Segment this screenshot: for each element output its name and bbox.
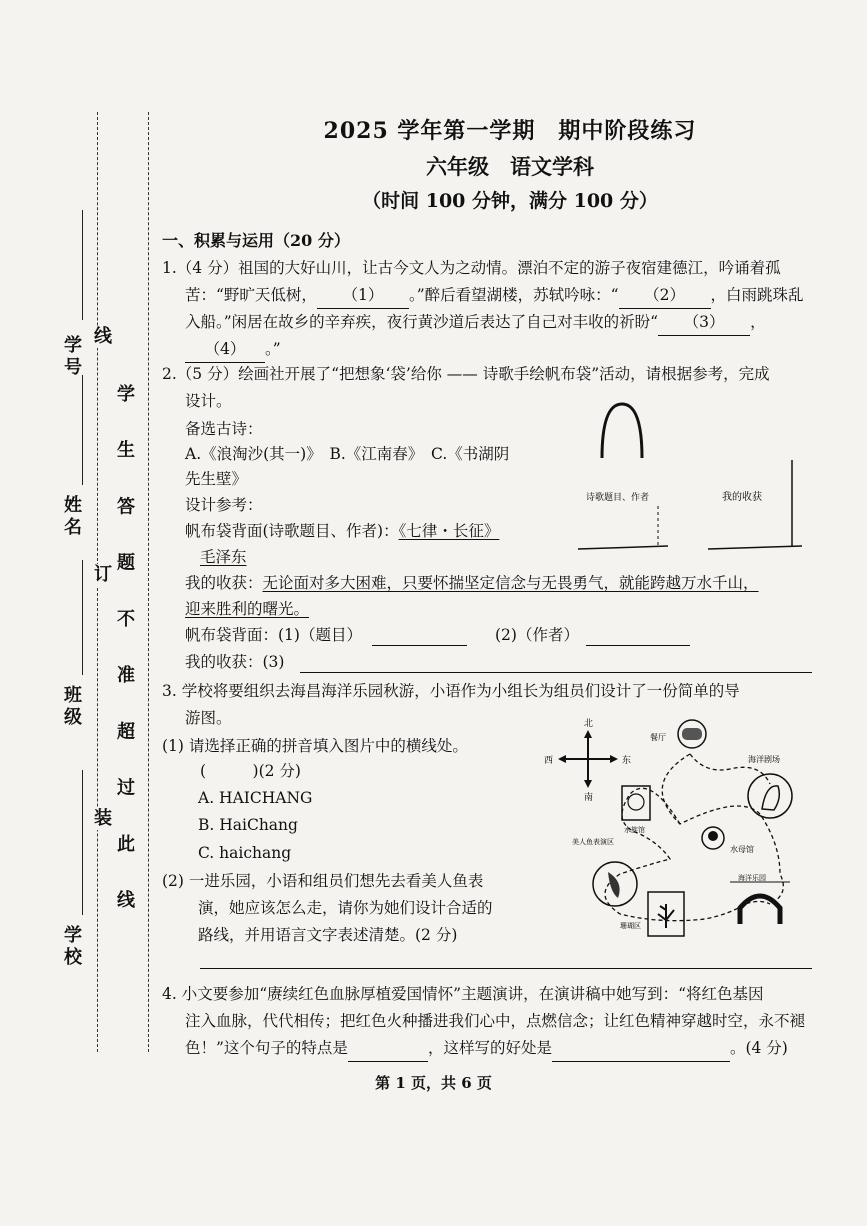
coral-area-icon xyxy=(648,892,684,936)
bag-handle xyxy=(602,404,642,458)
q1-line1: 1.（4 分）祖国的大好山川，让古今文人为之动情。漂泊不定的游子夜宿建德江，吟诵着孤 xyxy=(162,259,781,277)
margin-label-xuexiao: 学校 xyxy=(61,925,82,969)
q3-sub2-line1: (2) 一进乐园，小语和组员们想先去看美人鱼表 xyxy=(162,872,484,890)
ocean-theater-icon xyxy=(748,774,792,818)
compass-east: 东 xyxy=(622,756,632,766)
q4-line2: 注入血脉，代代相传；把红色火种播进我们心中，点燃信念；让红色精神穿越时空，永不褪 xyxy=(185,1012,806,1030)
margin-label-xingming: 姓名 xyxy=(61,495,82,539)
page-number: 第 1 页，共 6 页 xyxy=(375,1074,492,1092)
q2-line2: 设计。 xyxy=(185,392,232,410)
q1-blank-3[interactable]: （3） xyxy=(658,309,750,336)
q4-blank-feature[interactable] xyxy=(348,1035,428,1062)
q4-line3 xyxy=(185,1035,788,1062)
q2-answer-author: (2)（作者） xyxy=(495,626,579,644)
q2-harvest-line1 xyxy=(185,570,759,596)
q3-line1: 3. 学校将要组织去海昌海洋乐园秋游，小语作为小组长为组员们设计了一份简单的导 xyxy=(162,682,740,700)
q3-option-a: A. HAICHANG xyxy=(198,789,313,807)
q1-blank-1[interactable]: （1） xyxy=(317,282,409,309)
q1-blank-4[interactable]: （4） xyxy=(185,336,265,363)
q3-answer-blank[interactable] xyxy=(200,968,812,969)
map-label-mermaid: 美人鱼表演区 xyxy=(572,838,614,846)
q2-back-title: 《七律・长征》 xyxy=(398,522,500,540)
q4-line3-a: 色！”这个句子的特点是 xyxy=(185,1039,348,1057)
q2-answer-title-blank[interactable] xyxy=(372,645,467,646)
q1-line3-a: 入船。”闲居在故乡的辛弃疾，夜行黄沙道后表达了自己对丰收的祈盼“ xyxy=(185,313,659,331)
q3-sub2-line2: 演，她应该怎么走，请你为她们设计合适的 xyxy=(198,899,493,917)
margin-blank-xuexiao xyxy=(82,770,83,915)
q1-line4 xyxy=(185,336,281,363)
q1-line3 xyxy=(185,309,766,336)
q2-poems-line2: 先生壁》 xyxy=(185,470,248,488)
q3-sub1: (1) 请选择正确的拼音填入图片中的横线处。 xyxy=(162,737,468,755)
q2-answer-harvest: 我的收获：(3) xyxy=(185,653,285,671)
q1-line2-b: 。”醉后看望湖楼，苏轼吟咏：“ xyxy=(408,286,619,304)
park-guide-map xyxy=(530,714,820,944)
map-label-ocean-theater: 海洋剧场 xyxy=(748,755,780,764)
tote-bag-illustration xyxy=(572,396,812,556)
margin-ding: 订 xyxy=(88,564,114,586)
q1-blank-2[interactable]: （2） xyxy=(619,282,711,309)
margin-blank-banji xyxy=(82,560,83,675)
compass-north: 北 xyxy=(584,719,594,729)
bag-left-bottom-line xyxy=(578,546,668,549)
exam-time-note: （时间 100 分钟，满分 100 分） xyxy=(362,190,658,212)
q1-line2-c: ，白雨跳珠乱 xyxy=(710,286,804,304)
q2-answer-back: 帆布袋背面：(1)（题目） xyxy=(185,626,362,644)
q2-line1: 2.（5 分）绘画社开展了“把想象‘袋’给你 —— 诗歌手绘帆布袋”活动，请根据参考，完成 xyxy=(162,365,770,383)
margin-notice: 学 生 答 题 不 准 超 过 此 线 xyxy=(114,384,135,925)
map-label-coral: 珊瑚区 xyxy=(620,922,641,930)
q2-answer-author-blank[interactable] xyxy=(586,645,690,646)
q3-sub1-answer-paren[interactable]: ( )(2 分) xyxy=(200,762,301,780)
bag-right-bottom-line xyxy=(708,546,802,549)
q3-option-c: C. haichang xyxy=(198,844,292,862)
compass xyxy=(544,717,631,803)
park-gate-icon xyxy=(740,896,780,924)
jellyfish-hall-icon xyxy=(702,827,724,849)
exam-subtitle: 六年级 语文学科 xyxy=(426,154,594,179)
map-label-water-museum: 水母馆 xyxy=(730,845,754,854)
q2-harvest-text-1: 无论面对多大困难，只要怀揣坚定信念与无畏勇气，就能跨越万水千山， xyxy=(262,574,759,592)
restaurant-icon xyxy=(678,720,706,748)
margin-xian: 线 xyxy=(88,326,114,348)
margin-blank-xuehao xyxy=(82,210,83,320)
binding-dashed-line-inner xyxy=(148,112,149,1052)
mermaid-area-icon xyxy=(593,862,637,906)
q1-line3-b: ， xyxy=(750,313,766,331)
map-label-restaurant: 餐厅 xyxy=(650,733,666,742)
q1-line2-a: 苦：“野旷天低树， xyxy=(185,286,317,304)
q2-harvest-label: 我的收获： xyxy=(185,574,263,592)
q4-line3-c: 。(4 分) xyxy=(729,1039,788,1057)
q1-line4-b: 。” xyxy=(265,340,281,358)
q3-line2: 游图。 xyxy=(185,709,232,727)
q2-poems-label: 备选古诗： xyxy=(185,420,263,438)
q4-line1: 4. 小文要参加“赓续红色血脉厚植爱国情怀”主题演讲，在演讲稿中她写到：“将红色基因 xyxy=(162,985,764,1003)
aquarium-icon xyxy=(622,786,650,820)
margin-zhuang: 装 xyxy=(88,808,114,830)
compass-south: 南 xyxy=(584,793,594,803)
q3-sub2-line3: 路线，并用语言文字表述清楚。(2 分) xyxy=(198,926,458,944)
bag-left-label: 诗歌题目、作者 xyxy=(586,493,650,503)
margin-label-banji: 班级 xyxy=(61,685,82,729)
q4-line3-b: ，这样写的好处是 xyxy=(427,1039,552,1057)
margin-label-xuehao: 学号 xyxy=(61,335,82,379)
margin-blank-xingming xyxy=(82,375,83,485)
q3-option-b: B. HaiChang xyxy=(198,816,298,834)
q2-answer-harvest-blank[interactable] xyxy=(300,672,812,673)
q4-blank-benefit[interactable] xyxy=(552,1035,730,1062)
exam-title: 2025 学年第一学期 期中阶段练习 xyxy=(323,118,697,144)
q2-back-line xyxy=(185,518,499,544)
q2-back-label: 帆布袋背面(诗歌题目、作者)： xyxy=(185,522,399,540)
q2-ref-label: 设计参考： xyxy=(185,496,263,514)
map-label-park-gate: 海洋乐园 xyxy=(738,874,766,882)
bag-right-label: 我的收获 xyxy=(722,492,762,503)
q2-harvest-text-2: 迎来胜利的曙光。 xyxy=(185,600,310,618)
q2-poems-line1: A.《浪淘沙(其一)》 B.《江南春》 C.《书湖阴 xyxy=(185,445,510,463)
section-heading: 一、积累与运用（20 分） xyxy=(162,231,350,250)
q1-line2 xyxy=(185,282,804,309)
q2-back-author: 毛泽东 xyxy=(200,548,247,566)
compass-west: 西 xyxy=(544,756,554,766)
map-label-aquarium: 水族馆 xyxy=(624,826,645,834)
